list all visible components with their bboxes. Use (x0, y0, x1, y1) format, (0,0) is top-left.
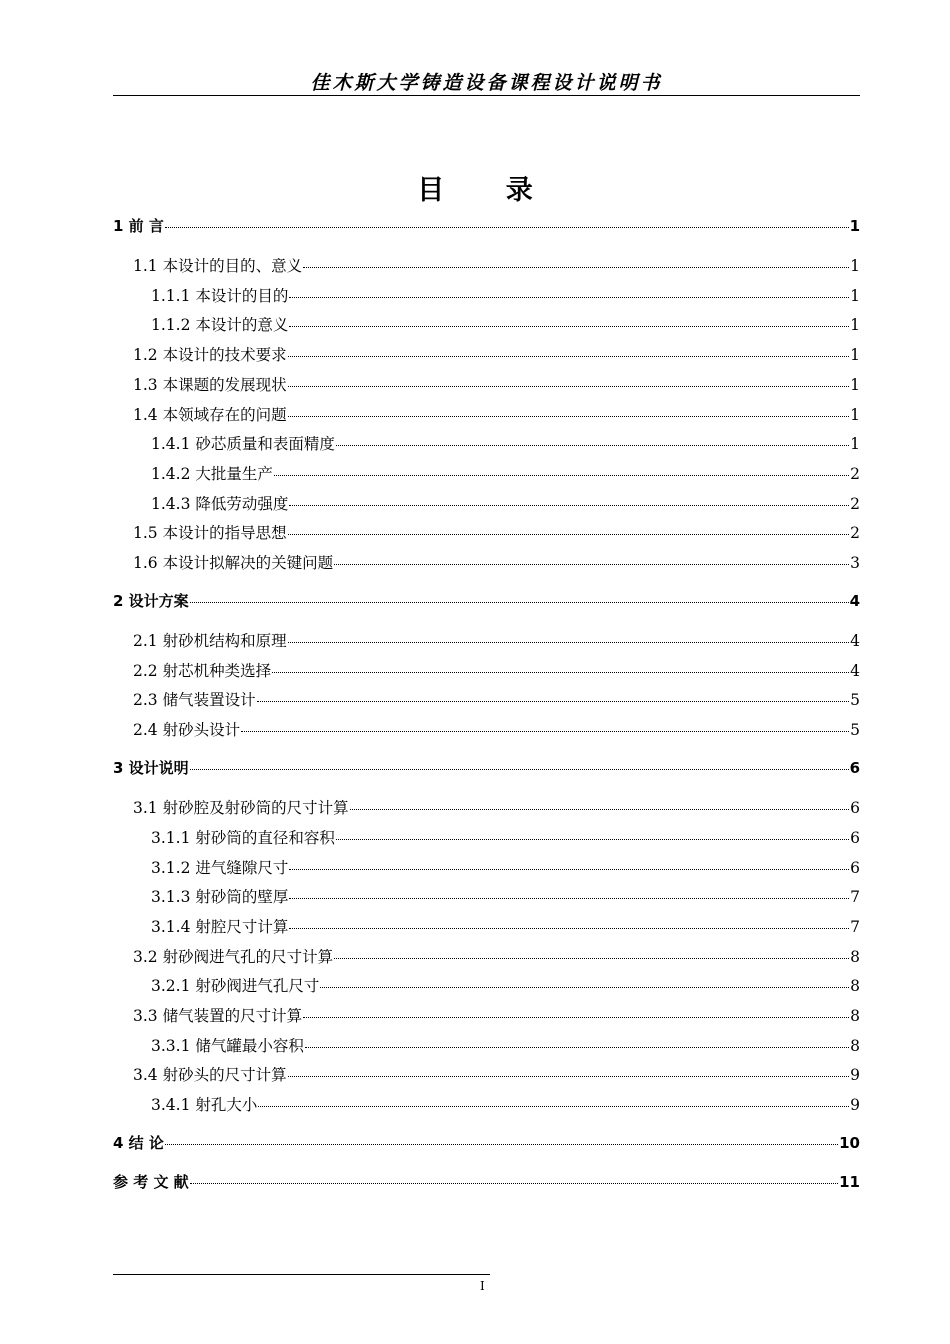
toc-leader-dots (274, 475, 849, 476)
toc-entry-label: 1.2 本设计的技术要求 (133, 346, 287, 365)
toc-entry-page-number: 2 (850, 494, 860, 513)
toc-entry-label: 1.4.3 降低劳动强度 (151, 494, 289, 513)
toc-leader-dots (288, 1076, 850, 1077)
toc-entry-page-number: 10 (839, 1134, 860, 1153)
toc-entry-label: 1.6 本设计拟解决的关键问题 (133, 554, 334, 572)
toc-entry-page-number: 1 (850, 257, 860, 275)
toc-entry[interactable] (113, 551, 860, 575)
toc-entry-label: 2.1 射砂机结构和原理 (133, 632, 287, 650)
toc-entry[interactable] (113, 1132, 860, 1156)
header-divider (113, 95, 860, 96)
toc-leader-dots (257, 701, 850, 702)
toc-entry-label: 2.2 射芯机种类选择 (133, 661, 272, 680)
toc-entry[interactable] (113, 659, 860, 683)
toc-entry-label: 3.4 射砂头的尺寸计算 (133, 1066, 287, 1085)
toc-entry[interactable] (113, 1034, 860, 1058)
toc-entry-page-number: 8 (850, 977, 860, 996)
toc-entry-page-number: 1 (849, 217, 860, 235)
toc-leader-dots (334, 958, 849, 959)
toc-entry[interactable] (113, 254, 860, 278)
toc-entry[interactable] (113, 313, 860, 337)
toc-entry[interactable] (113, 1063, 860, 1087)
toc-entry-label: 1 前 言 (113, 217, 164, 235)
toc-entry-page-number: 1 (850, 405, 860, 424)
toc-entry[interactable] (113, 215, 860, 239)
toc-entry-label: 3.1 射砂腔及射砂筒的尺寸计算 (133, 799, 349, 818)
toc-entry-page-number: 6 (850, 799, 860, 818)
toc-entry-label: 1.4.1 砂芯质量和表面精度 (151, 435, 335, 454)
toc-leader-dots (336, 839, 849, 840)
toc-entry[interactable] (113, 796, 860, 820)
toc-entry-label: 2.3 储气装置设计 (133, 691, 256, 710)
document-header-title: 佳木斯大学铸造设备课程设计说明书 (310, 72, 663, 94)
toc-entry-page-number: 8 (850, 1036, 860, 1055)
toc-entry-label: 3.3.1 储气罐最小容积 (151, 1036, 304, 1055)
toc-entry[interactable] (113, 856, 860, 880)
toc-leader-dots (190, 602, 849, 603)
toc-leader-dots (289, 898, 849, 899)
toc-leader-dots (165, 227, 849, 228)
toc-title: 目 录 (417, 175, 559, 206)
toc-leader-dots (165, 1144, 838, 1145)
toc-entry-page-number: 4 (850, 632, 860, 650)
toc-entry-page-number: 3 (850, 554, 860, 572)
toc-leader-dots (289, 928, 849, 929)
footer-page-number: I (480, 1279, 485, 1293)
toc-entry[interactable] (113, 974, 860, 998)
toc-entry-page-number: 4 (850, 661, 860, 680)
toc-entry[interactable] (113, 1004, 860, 1028)
toc-entry-page-number: 9 (850, 1066, 860, 1085)
toc-entry[interactable] (113, 885, 860, 909)
toc-entry-label: 2.4 射砂头设计 (133, 721, 241, 740)
toc-entry-page-number: 5 (850, 721, 860, 740)
toc-entry[interactable] (113, 688, 860, 712)
toc-entry-page-number: 1 (850, 375, 860, 394)
toc-entry[interactable] (113, 757, 860, 781)
toc-leader-dots (289, 326, 849, 327)
toc-entry[interactable] (113, 492, 860, 516)
toc-entry-label: 3.1.1 射砂筒的直径和容积 (151, 828, 335, 847)
toc-entry-label: 3.3 储气装置的尺寸计算 (133, 1007, 303, 1025)
toc-entry[interactable] (113, 343, 860, 367)
toc-leader-dots (190, 769, 849, 770)
toc-entry-label: 1.4 本领域存在的问题 (133, 405, 287, 424)
toc-entry[interactable] (113, 1171, 860, 1195)
toc-entry-label: 1.1.2 本设计的意义 (151, 316, 289, 335)
toc-leader-dots (336, 445, 849, 446)
toc-entry-page-number: 6 (850, 828, 860, 847)
toc-entry-page-number: 5 (850, 691, 860, 710)
toc-entry-page-number: 2 (850, 524, 860, 543)
toc-entry[interactable] (113, 462, 860, 486)
toc-entry[interactable] (113, 284, 860, 308)
toc-entry-page-number: 6 (850, 858, 860, 877)
footer-divider (113, 1274, 490, 1275)
toc-entry-label: 3.1.2 进气缝隙尺寸 (151, 858, 289, 877)
toc-entry-label: 3 设计说明 (113, 759, 189, 778)
toc-entry-label: 1.1 本设计的目的、意义 (133, 257, 303, 275)
toc-entry-page-number: 1 (850, 316, 860, 335)
toc-leader-dots (334, 564, 849, 565)
toc-entry-page-number: 4 (849, 592, 860, 610)
toc-leader-dots (241, 731, 849, 732)
toc-entry-label: 3.4.1 射孔大小 (151, 1096, 258, 1115)
toc-entry-page-number: 1 (850, 286, 860, 305)
toc-entry[interactable] (113, 521, 860, 545)
toc-leader-dots (350, 809, 850, 810)
toc-leader-dots (190, 1183, 838, 1184)
toc-entry-page-number: 1 (850, 435, 860, 454)
toc-entry[interactable] (113, 718, 860, 742)
toc-entry-label: 3.2 射砂阀进气孔的尺寸计算 (133, 947, 334, 966)
toc-entry-label: 1.4.2 大批量生产 (151, 464, 273, 483)
toc-leader-dots (288, 534, 850, 535)
toc-entry[interactable] (113, 945, 860, 969)
toc-entry-label: 4 结 论 (113, 1134, 164, 1153)
toc-entry[interactable] (113, 1093, 860, 1117)
toc-leader-dots (272, 672, 849, 673)
toc-leader-dots (288, 356, 850, 357)
toc-entry[interactable] (113, 629, 860, 653)
toc-leader-dots (289, 297, 849, 298)
toc-entry-label: 2 设计方案 (113, 592, 189, 610)
toc-entry[interactable] (113, 373, 860, 397)
toc-leader-dots (258, 1106, 849, 1107)
toc-leader-dots (288, 642, 850, 643)
toc-entry-page-number: 1 (850, 346, 860, 365)
toc-entry-page-number: 6 (849, 759, 860, 778)
toc-leader-dots (305, 1047, 849, 1048)
toc-entry-label: 1.5 本设计的指导思想 (133, 524, 287, 543)
toc-leader-dots (303, 267, 849, 268)
toc-entry-label: 3.2.1 射砂阀进气孔尺寸 (151, 977, 320, 996)
toc-entry-page-number: 8 (850, 1007, 860, 1025)
toc-leader-dots (303, 1017, 849, 1018)
toc-leader-dots (289, 869, 849, 870)
toc-entry[interactable] (113, 590, 860, 614)
toc-entry-label: 3.1.3 射砂筒的壁厚 (151, 888, 289, 907)
toc-entry-page-number: 11 (839, 1173, 860, 1192)
toc-entry-page-number: 8 (850, 947, 860, 966)
toc-entry-label: 参 考 文 献 (113, 1173, 189, 1192)
toc-leader-dots (288, 386, 850, 387)
toc-leader-dots (320, 987, 849, 988)
toc-entry-page-number: 2 (850, 464, 860, 483)
toc-entry-page-number: 7 (850, 888, 860, 907)
toc-entry[interactable] (113, 403, 860, 427)
toc-entry-label: 1.1.1 本设计的目的 (151, 286, 289, 305)
toc-leader-dots (288, 416, 850, 417)
toc-entry-label: 1.3 本课题的发展现状 (133, 375, 287, 394)
toc-entry[interactable] (113, 915, 860, 939)
toc-entry-label: 3.1.4 射腔尺寸计算 (151, 917, 289, 936)
toc-leader-dots (289, 505, 849, 506)
toc-entry[interactable] (113, 826, 860, 850)
toc-entry[interactable] (113, 432, 860, 456)
toc-entry-page-number: 9 (850, 1096, 860, 1115)
toc-entry-page-number: 7 (850, 917, 860, 936)
